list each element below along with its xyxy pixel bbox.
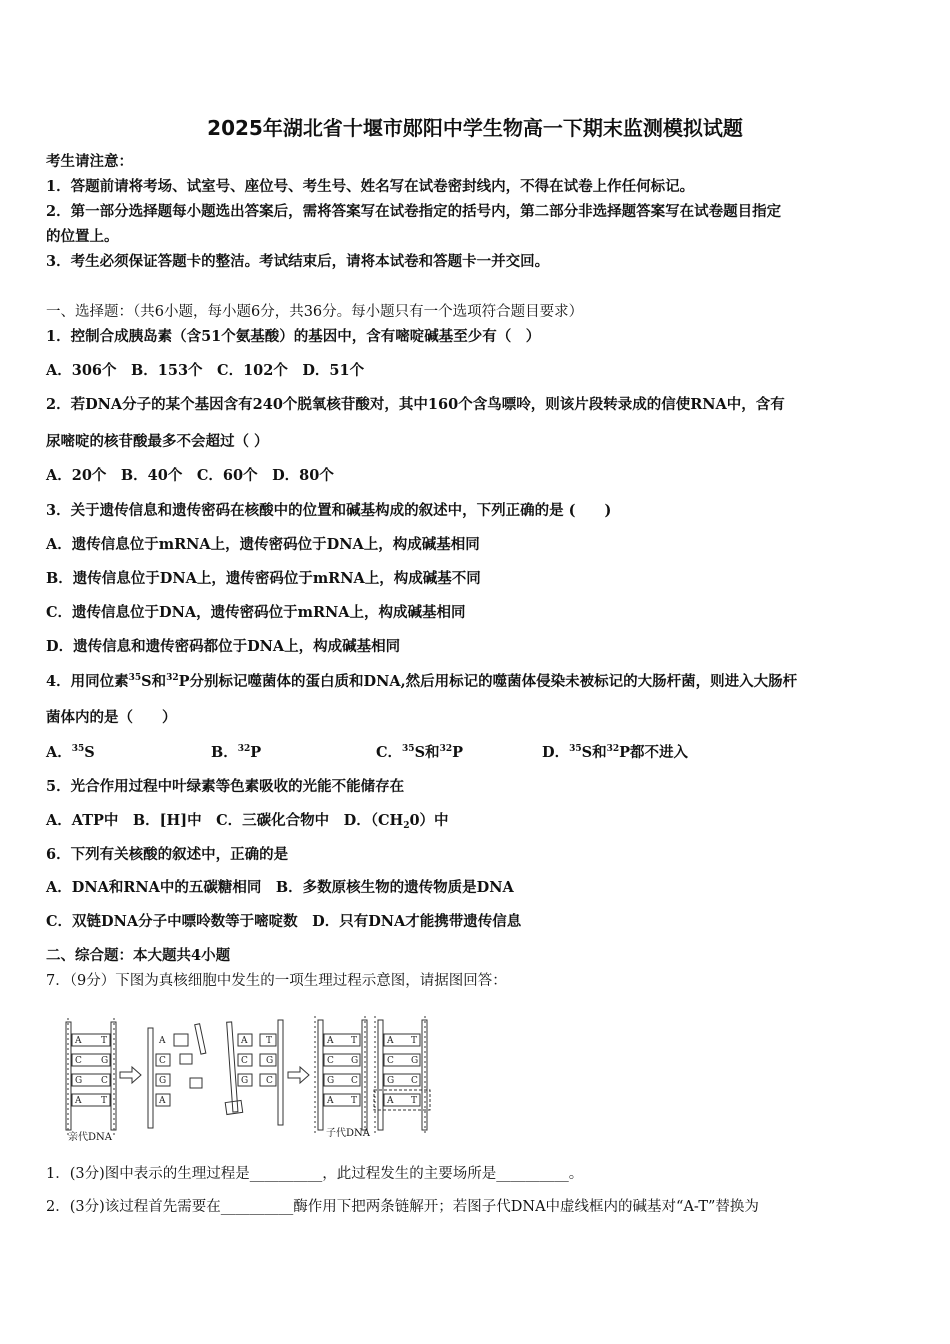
notice-item-1: 1．答题前请将考场、试室号、座位号、考生号、姓名写在试卷密封线内，不得在试卷上作任何标记。 bbox=[46, 178, 695, 195]
svg-text:G: G bbox=[159, 1076, 167, 1086]
svg-text:A: A bbox=[387, 1096, 394, 1106]
notice-item-2-cont: 的位置上。 bbox=[46, 228, 119, 245]
notice-item-2: 2．第一部分选择题每小题选出答案后，需将答案写在试卷指定的括号内，第二部分非选择题答案写在试卷题目指定 bbox=[46, 203, 782, 220]
q5-options: A．ATP中 B．[H]中 C．三碳化合物中 D．$(CH_20)$中 bbox=[46, 812, 449, 831]
svg-text:C: C bbox=[101, 1076, 108, 1086]
svg-text:C: C bbox=[75, 1056, 82, 1066]
q2-stem-line2: 尿嘧啶的核苷酸最多不会超过（ ） bbox=[46, 433, 269, 450]
svg-text:A: A bbox=[159, 1036, 166, 1046]
svg-text:C: C bbox=[411, 1076, 418, 1086]
svg-text:A: A bbox=[75, 1036, 82, 1046]
q4-stem-line2: 菌体内的是（ ） bbox=[46, 709, 177, 726]
svg-text:G: G bbox=[411, 1056, 419, 1066]
q6-options-cd: C．双链DNA分子中嘌呤数等于嘧啶数 D．只有DNA才能携带遗传信息 bbox=[46, 913, 522, 930]
svg-text:T: T bbox=[351, 1036, 358, 1046]
q4-option-c: C．$^{35}$S和$^{32}$P bbox=[376, 744, 463, 761]
q7-stem: 7．（9分）下图为真核细胞中发生的一项生理过程示意图，请据图回答： bbox=[46, 973, 507, 989]
svg-text:T: T bbox=[411, 1096, 418, 1106]
q6-stem: 6．下列有关核酸的叙述中，正确的是 bbox=[46, 846, 289, 863]
svg-text:A: A bbox=[159, 1096, 166, 1106]
svg-text:T: T bbox=[101, 1036, 108, 1046]
q1-options: A．306个 B．153个 C．102个 D．51个 bbox=[46, 362, 365, 379]
q3-option-b: B．遗传信息位于DNA上，遗传密码位于mRNA上，构成碱基不同 bbox=[46, 570, 481, 587]
q4-option-a: A．$^{35}$S bbox=[46, 744, 95, 761]
svg-text:G: G bbox=[241, 1076, 249, 1086]
svg-text:C: C bbox=[241, 1056, 248, 1066]
q1-stem: 1．控制合成胰岛素（含51个氨基酸）的基因中，含有嘧啶碱基至少有（ ） bbox=[46, 328, 541, 345]
svg-text:A: A bbox=[327, 1036, 334, 1046]
q7-sub2: 2．(3分)该过程首先需要在__________酶作用下把两条链解开；若图子代DNA中虚线框内的碱基对“A-T”替换为 bbox=[46, 1199, 759, 1215]
svg-text:T: T bbox=[101, 1096, 108, 1106]
q2-stem-line1: 2．若DNA分子的某个基因含有240个脱氧核苷酸对，其中160个含鸟嘌呤，则该片段转录成的信使RNA中，含有 bbox=[46, 396, 785, 413]
q6-options-ab: A．DNA和RNA中的五碳糖相同 B．多数原核生物的遗传物质是DNA bbox=[46, 879, 514, 896]
svg-text:A: A bbox=[241, 1036, 248, 1046]
q5-stem: 5．光合作用过程中叶绿素等色素吸收的光能不能储存在 bbox=[46, 778, 405, 795]
svg-text:C: C bbox=[387, 1056, 394, 1066]
q4-stem-line1: 4．用同位素$^{35}$S和$^{32}$P分别标记噬菌体的蛋白质和DNA,然后用标记的噬菌体侵染未被标记的大肠杆菌，则进入大肠杆 bbox=[46, 673, 798, 690]
svg-text:C: C bbox=[327, 1056, 334, 1066]
page-title: 2025年湖北省十堰市郧阳中学生物高一下期末监测模拟试题 bbox=[207, 116, 743, 140]
svg-text:T: T bbox=[266, 1036, 273, 1046]
notice-item-3: 3．考生必须保证答题卡的整洁。考试结束后，请将本试卷和答题卡一并交回。 bbox=[46, 253, 550, 270]
q4-option-d: D．$^{35}$S和$^{32}$P都不进入 bbox=[542, 744, 689, 761]
svg-text:A: A bbox=[75, 1096, 82, 1106]
svg-text:A: A bbox=[387, 1036, 394, 1046]
figure-label-parent: 亲代DNA bbox=[68, 1132, 112, 1143]
svg-text:T: T bbox=[411, 1036, 418, 1046]
svg-text:G: G bbox=[266, 1056, 274, 1066]
q3-option-d: D．遗传信息和遗传密码都位于DNA上，构成碱基相同 bbox=[46, 638, 401, 655]
q3-option-a: A．遗传信息位于mRNA上，遗传密码位于DNA上，构成碱基相同 bbox=[46, 536, 480, 553]
q2-options: A．20个 B．40个 C．60个 D．80个 bbox=[46, 467, 334, 484]
svg-text:G: G bbox=[101, 1056, 109, 1066]
dna-replication-diagram bbox=[60, 1010, 440, 1145]
svg-text:T: T bbox=[351, 1096, 358, 1106]
svg-text:G: G bbox=[327, 1076, 335, 1086]
svg-text:C: C bbox=[266, 1076, 273, 1086]
svg-text:C: C bbox=[351, 1076, 358, 1086]
svg-text:A: A bbox=[327, 1096, 334, 1106]
section-heading-comprehensive: 二、综合题：本大题共4小题 bbox=[46, 947, 231, 964]
svg-text:G: G bbox=[75, 1076, 83, 1086]
q3-option-c: C．遗传信息位于DNA，遗传密码位于mRNA上，构成碱基相同 bbox=[46, 604, 466, 621]
notice-heading: 考生请注意： bbox=[46, 153, 133, 170]
svg-text:G: G bbox=[387, 1076, 395, 1086]
q7-sub1: 1．(3分)图中表示的生理过程是__________，此过程发生的主要场所是__________。 bbox=[46, 1166, 584, 1182]
figure-label-child: 子代DNA bbox=[326, 1128, 370, 1139]
svg-text:G: G bbox=[351, 1056, 359, 1066]
dna-replication-figure bbox=[60, 1010, 440, 1145]
section-heading-choice: 一、选择题：（共6小题，每小题6分，共36分。每小题只有一个选项符合题目要求） bbox=[46, 304, 584, 320]
q4-option-b: B．$^{32}$P bbox=[211, 744, 262, 761]
svg-text:C: C bbox=[159, 1056, 166, 1066]
q3-stem: 3．关于遗传信息和遗传密码在核酸中的位置和碱基构成的叙述中，下列正确的是 ( ) bbox=[46, 502, 612, 519]
